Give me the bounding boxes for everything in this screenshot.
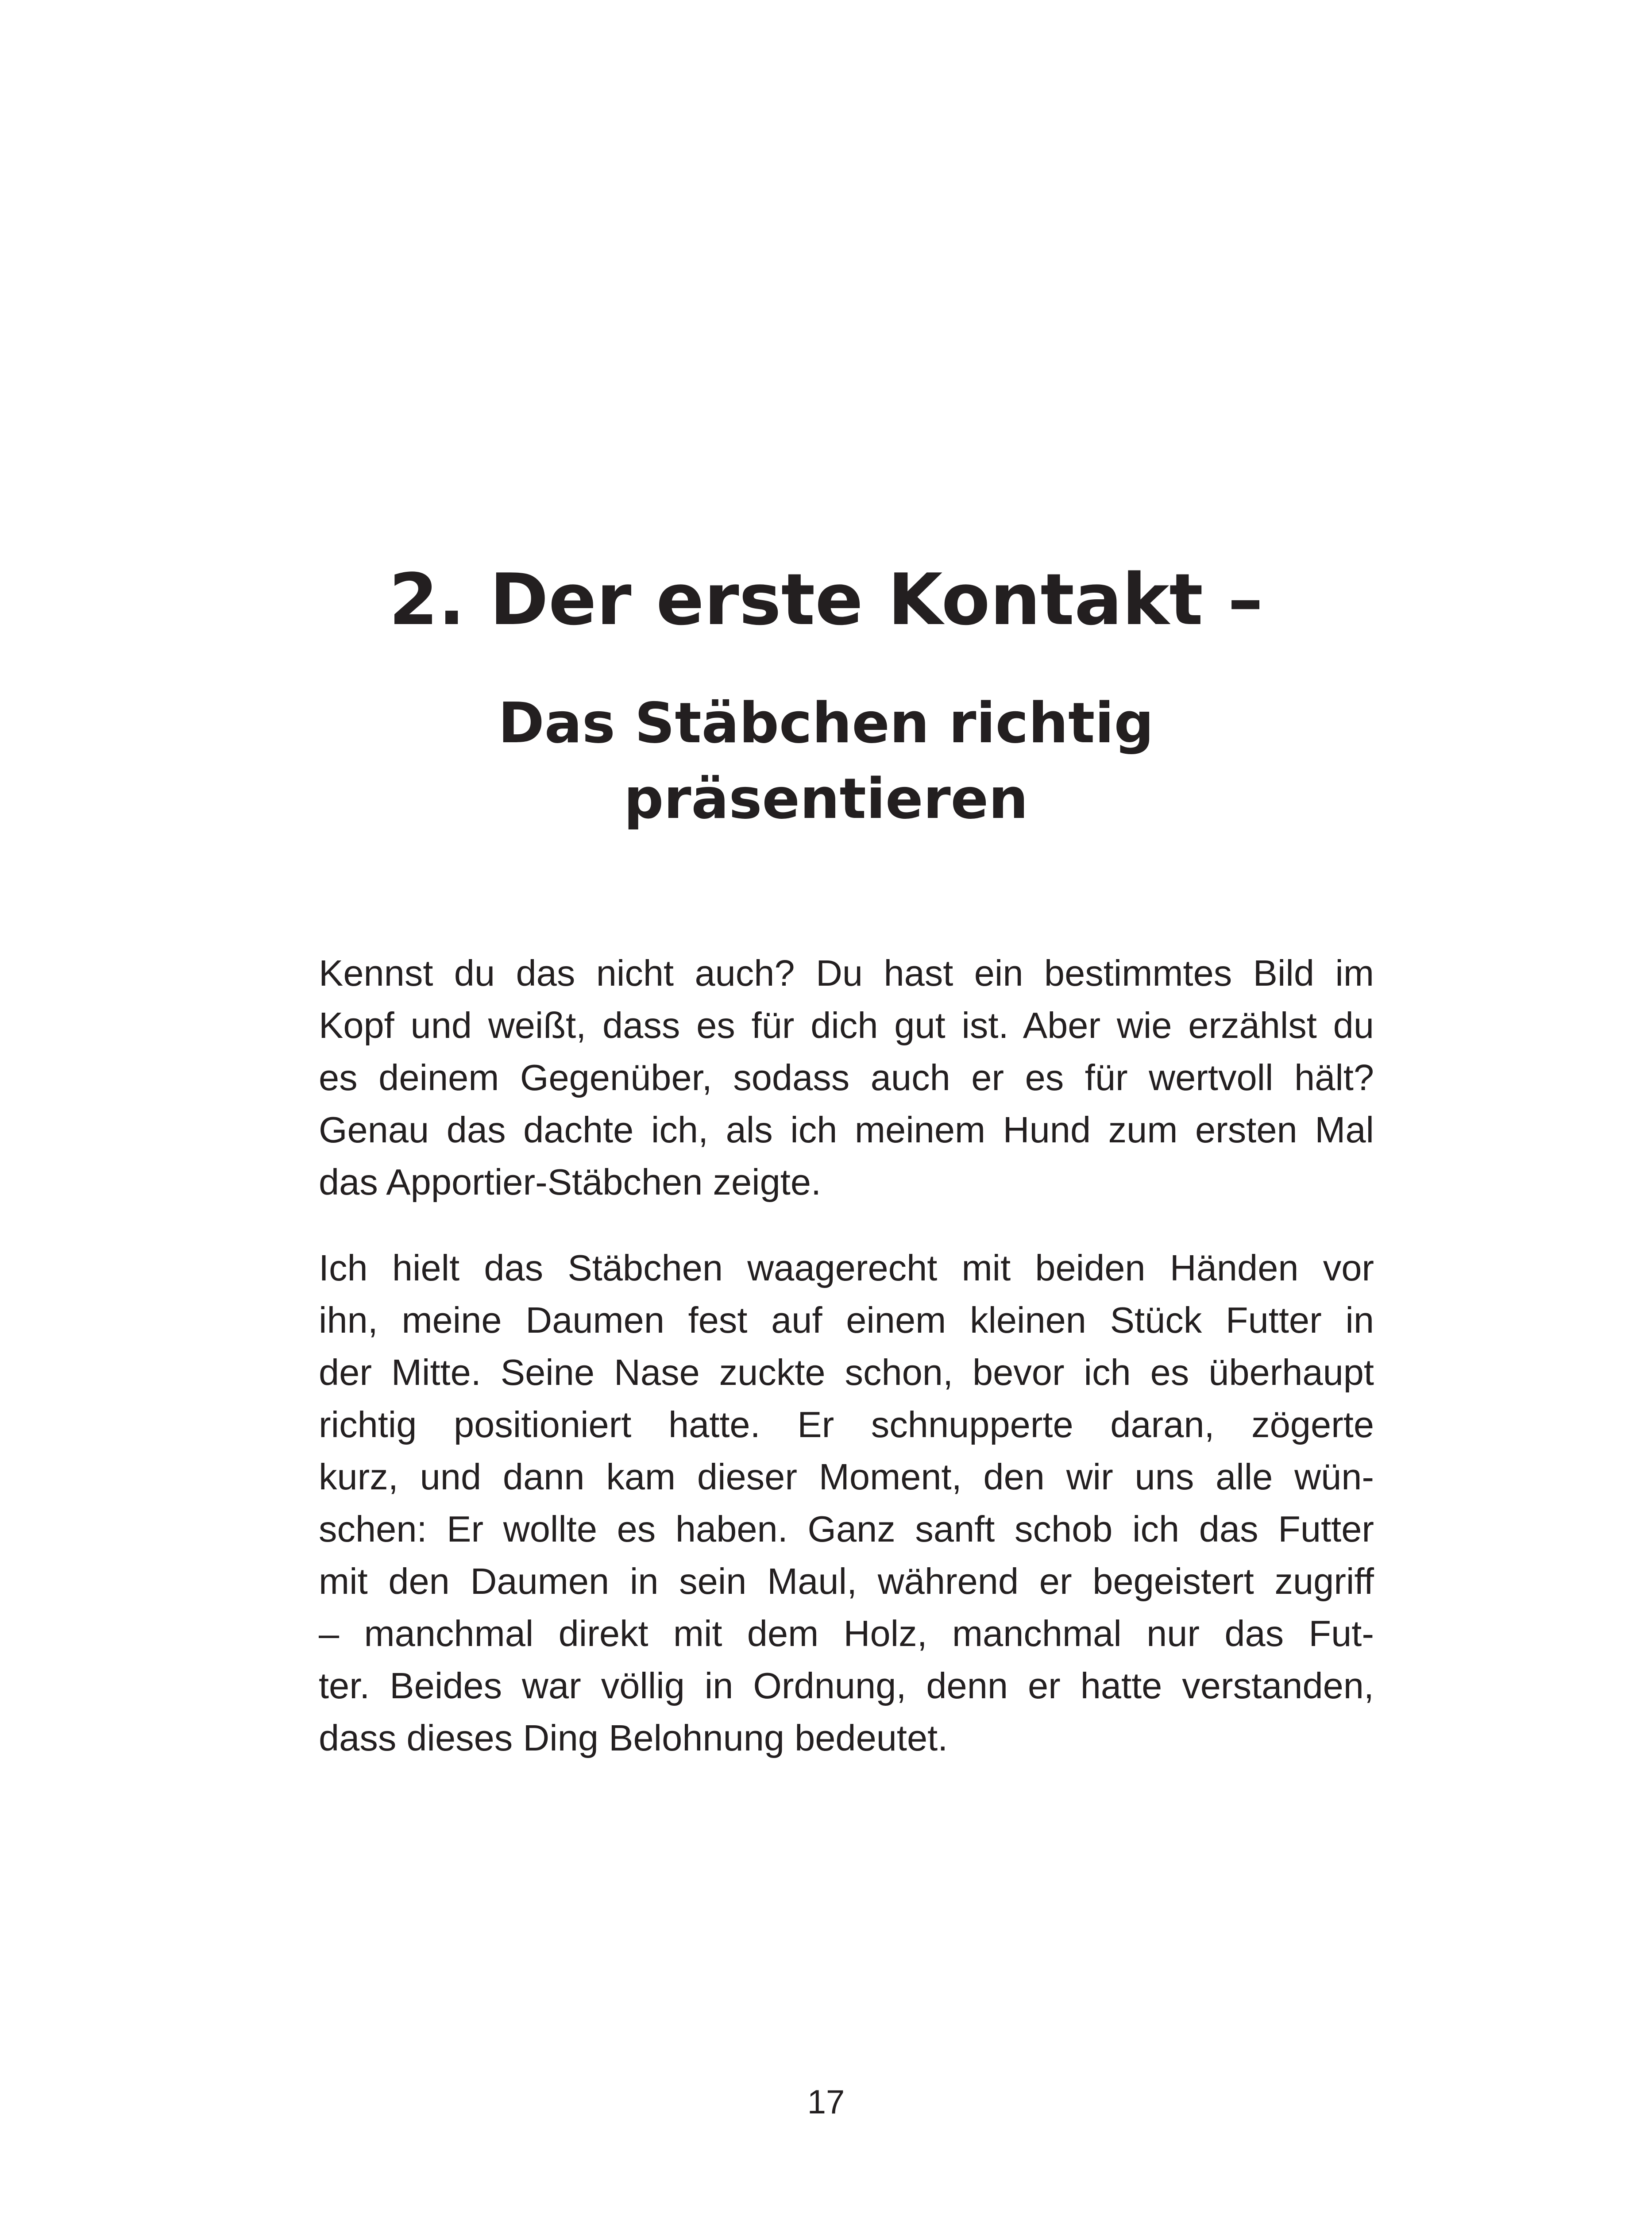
- text-line: mit den Daumen in sein Maul, während er begeistert zugriff: [319, 1561, 1374, 1602]
- paragraph-intro: [319, 947, 1374, 1208]
- chapter-subtitle-line: präsentieren: [624, 766, 1028, 831]
- text-line: – manchmal direkt mit dem Holz, manchmal nur das Fut-: [319, 1613, 1374, 1654]
- text-line: Kennst du das nicht auch? Du hast ein bestimmtes Bild im: [319, 952, 1374, 994]
- text-line: Genau das dachte ich, als ich meinem Hund zum ersten Mal: [319, 1109, 1374, 1150]
- text-line: Kopf und weißt, dass es für dich gut ist. Aber wie erzählst du: [319, 1005, 1374, 1046]
- text-line: kurz, und dann kam dieser Moment, den wir uns alle wün-: [319, 1456, 1374, 1497]
- text-line: dass dieses Ding Belohnung bedeutet.: [319, 1717, 948, 1758]
- paragraph-story: [319, 1242, 1374, 1764]
- chapter-subtitle: [0, 685, 1652, 837]
- text-line: ter. Beides war völlig in Ordnung, denn er hatte verstanden,: [319, 1665, 1374, 1706]
- chapter-title: 2. Der erste Kontakt –: [389, 558, 1263, 641]
- text-line: schen: Er wollte es haben. Ganz sanft schob ich das Futter: [319, 1508, 1374, 1550]
- text-line: ihn, meine Daumen fest auf einem kleinen Stück Futter in: [319, 1299, 1374, 1341]
- text-line: richtig positioniert hatte. Er schnupperte daran, zögerte: [319, 1404, 1374, 1445]
- chapter-subtitle-line: Das Stäbchen richtig: [498, 690, 1154, 756]
- text-line: der Mitte. Seine Nase zuckte schon, bevor ich es überhaupt: [319, 1352, 1374, 1393]
- page-number: 17: [807, 2083, 845, 2121]
- text-line: Ich hielt das Stäbchen waagerecht mit beiden Händen vor: [319, 1247, 1374, 1288]
- text-line: das Apportier-Stäbchen zeigte.: [319, 1161, 822, 1203]
- text-line: es deinem Gegenüber, sodass auch er es für wertvoll hält?: [319, 1057, 1374, 1098]
